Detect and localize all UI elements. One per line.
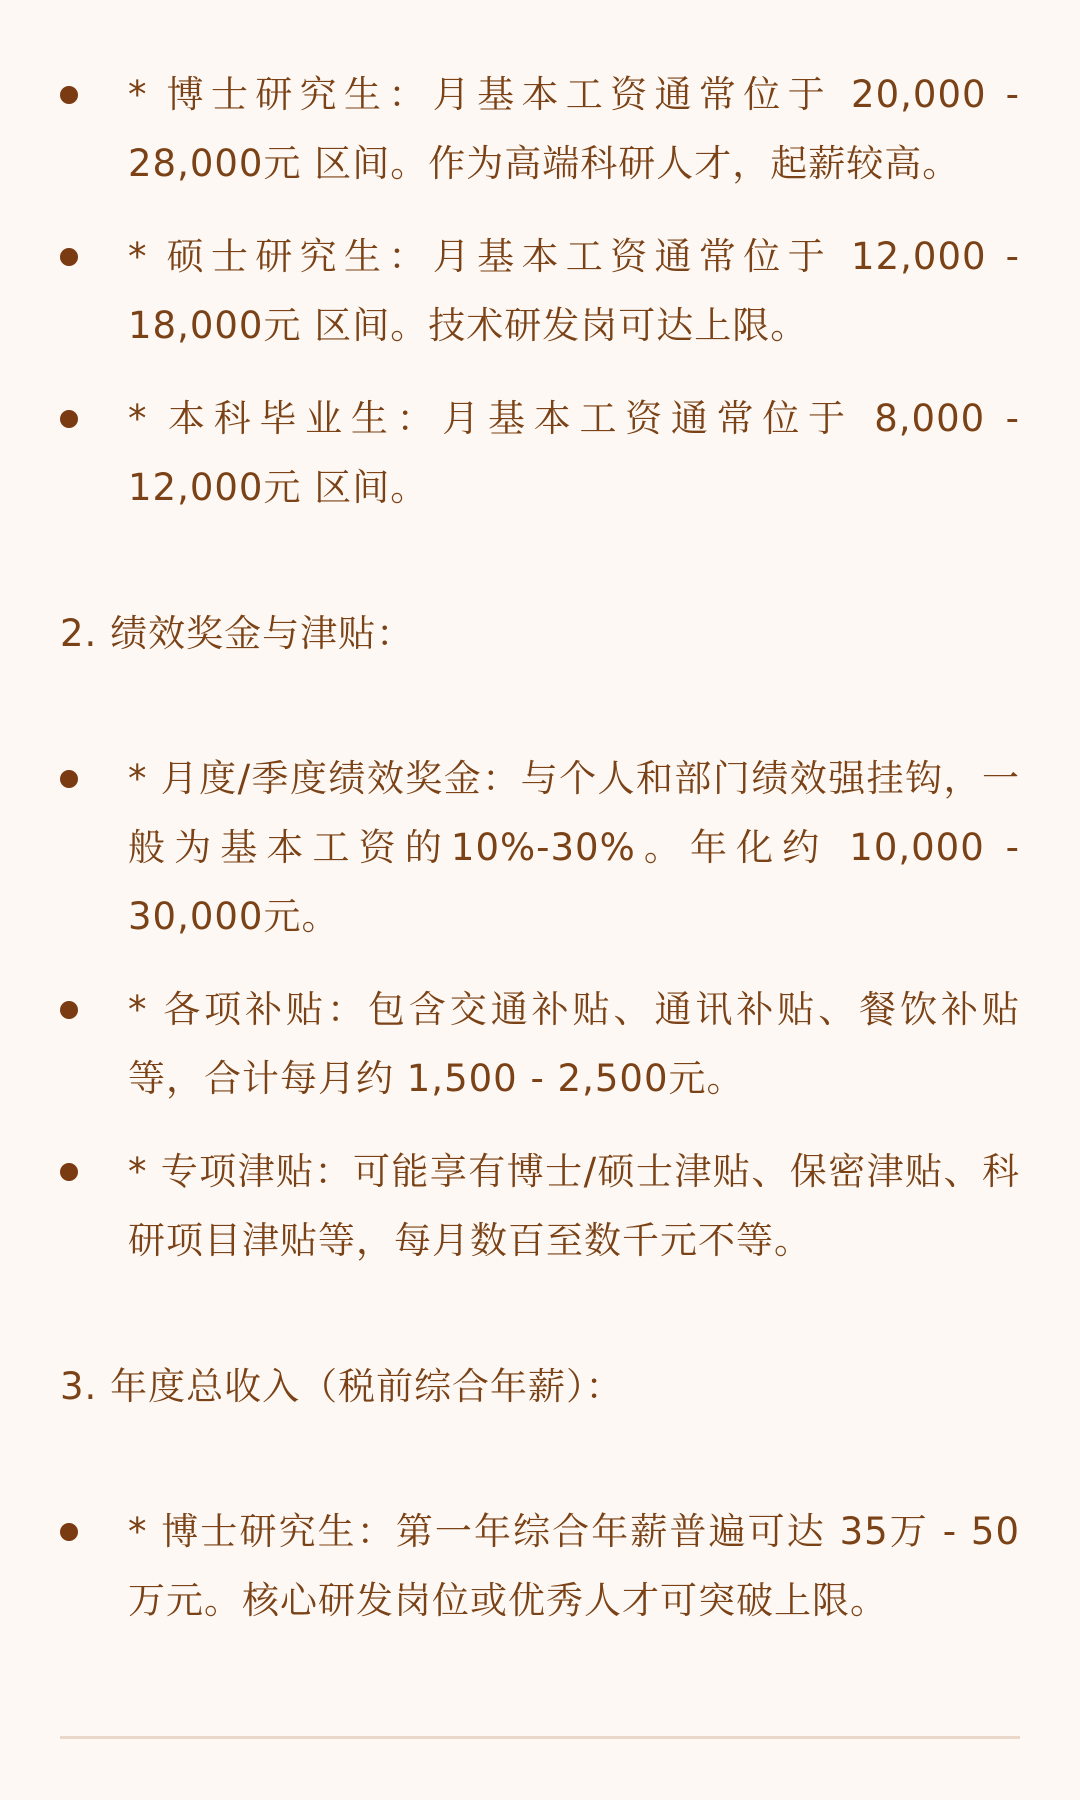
bullet-dot-icon [60,248,78,266]
list-item-text: * 专项津贴：可能享有博士/硕士津贴、保密津贴、科研项目津贴等，每月数百至数千元不等。 [128,1150,1020,1262]
list-item [60,384,1020,522]
list-item-text: * 博士研究生：第一年综合年薪普遍可达 35万 - 50万元。核心研发岗位或优秀人才可突破上限。 [128,1510,1020,1622]
list-item [60,60,1020,198]
list-item [60,222,1020,360]
divider [60,1736,1020,1739]
bullet-dot-icon [60,86,78,104]
list-item-text: * 硕士研究生：月基本工资通常位于 12,000 - 18,000元 区间。技术研发岗可达上限。 [128,235,1020,347]
bullet-dot-icon [60,770,78,788]
bullet-dot-icon [60,1163,78,1181]
list-item-text: * 月度/季度绩效奖金：与个人和部门绩效强挂钩，一般为基本工资的10%-30%。年化约 10,000 - 30,000元。 [128,757,1020,938]
list-item-text: * 各项补贴：包含交通补贴、通讯补贴、餐饮补贴等，合计每月约 1,500 - 2,500元。 [128,988,1020,1100]
list-item [60,744,1020,951]
section-heading: 3. 年度总收入（税前综合年薪）： [60,1365,624,1408]
list-item-text: * 本科毕业生：月基本工资通常位于 8,000 - 12,000元 区间。 [128,397,1020,509]
list-item [60,1137,1020,1275]
bullet-dot-icon [60,410,78,428]
section2-list [60,744,1020,1275]
section-heading: 2. 绩效奖金与津贴： [60,612,415,655]
list-item [60,975,1020,1113]
list-item [60,1497,1020,1635]
bullet-dot-icon [60,1523,78,1541]
bullet-dot-icon [60,1001,78,1019]
list-item-text: * 博士研究生：月基本工资通常位于 20,000 - 28,000元 区间。作为高端科研人才，起薪较高。 [128,73,1020,185]
section1-list [60,60,1020,522]
section3-list [60,1497,1020,1635]
